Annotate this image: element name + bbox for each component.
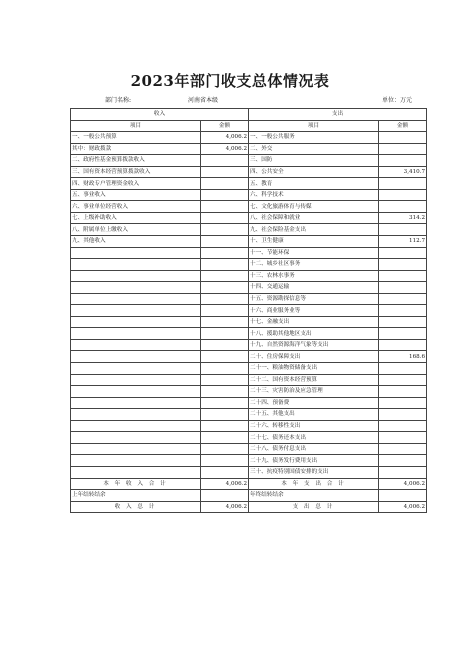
income-amount-cell [201, 374, 249, 386]
year-total-row [71, 478, 427, 490]
income-amount-cell [201, 293, 249, 305]
expense-item-cell: 三、国防 [249, 155, 379, 167]
income-amount-header: 金额 [201, 120, 249, 132]
expense-amount-cell [379, 178, 427, 190]
expense-item-cell: 二十五、其他支出 [249, 409, 379, 421]
expense-amount-cell [379, 189, 427, 201]
expense-amount-cell [379, 339, 427, 351]
expense-amount-cell [379, 201, 427, 213]
expense-amount-cell: 112.7 [379, 236, 427, 248]
income-amount-cell [201, 270, 249, 282]
expense-amount-cell [379, 363, 427, 375]
income-amount-cell: 4,006.2 [201, 143, 249, 155]
table-row [71, 386, 427, 398]
income-item-cell [71, 316, 201, 328]
income-item-cell [71, 397, 201, 409]
table-row [71, 420, 427, 432]
table-row [71, 178, 427, 190]
income-item-cell: 七、上级补助收入 [71, 212, 201, 224]
table-row [71, 212, 427, 224]
expense-amount-cell [379, 259, 427, 271]
expense-item-cell: 十三、农林水事务 [249, 270, 379, 282]
expense-amount-cell [379, 374, 427, 386]
expense-amount-cell [379, 432, 427, 444]
income-amount-cell [201, 455, 249, 467]
expense-item-cell: 二十二、国有资本经营预算 [249, 374, 379, 386]
expense-item-cell: 二、外交 [249, 143, 379, 155]
income-amount-cell [201, 432, 249, 444]
income-amount-cell [201, 443, 249, 455]
section-header-row [71, 109, 427, 121]
income-amount-cell [201, 316, 249, 328]
expense-item-cell: 九、社会保险基金支出 [249, 224, 379, 236]
table-row [71, 247, 427, 259]
expense-amount-cell [379, 316, 427, 328]
income-item-cell [71, 420, 201, 432]
expense-amount-cell [379, 155, 427, 167]
income-item-cell [71, 259, 201, 271]
expense-amount-cell [379, 282, 427, 294]
expense-amount-cell [379, 247, 427, 259]
income-amount-cell: 4,006.2 [201, 132, 249, 144]
expense-amount-cell [379, 132, 427, 144]
table-row [71, 143, 427, 155]
table-row [71, 316, 427, 328]
income-item-cell [71, 282, 201, 294]
table-row [71, 236, 427, 248]
expense-amount-cell [379, 409, 427, 421]
prev-carryover-label: 上年结转结余 [71, 490, 201, 502]
expense-amount-cell: 3,410.7 [379, 166, 427, 178]
expense-amount-cell [379, 143, 427, 155]
expense-item-cell: 十七、金融支出 [249, 316, 379, 328]
income-amount-cell [201, 282, 249, 294]
income-item-cell [71, 328, 201, 340]
income-amount-cell [201, 386, 249, 398]
column-header-row [71, 120, 427, 132]
end-carryover-amount [379, 490, 427, 502]
income-item-cell [71, 466, 201, 478]
expense-item-cell: 三十、抗疫特别国债安排的支出 [249, 466, 379, 478]
table-row [71, 201, 427, 213]
table-row [71, 189, 427, 201]
income-item-cell: 四、财政专户管理资金收入 [71, 178, 201, 190]
prev-carryover-amount [201, 490, 249, 502]
expense-item-cell: 二十三、灾害防治及应急管理 [249, 386, 379, 398]
expense-amount-cell [379, 386, 427, 398]
expense-item-cell: 六、科学技术 [249, 189, 379, 201]
income-amount-cell [201, 351, 249, 363]
income-item-cell: 一、一般公共预算 [71, 132, 201, 144]
income-amount-cell [201, 212, 249, 224]
expense-amount-cell [379, 466, 427, 478]
table-row [71, 443, 427, 455]
table-row [71, 351, 427, 363]
expense-amount-cell [379, 224, 427, 236]
table-row [71, 339, 427, 351]
expense-amount-cell [379, 397, 427, 409]
expense-item-cell: 二十九、债务发行费用支出 [249, 455, 379, 467]
table-row [71, 374, 427, 386]
expense-total-amount: 4,006.2 [379, 501, 427, 513]
income-item-cell: 九、其他收入 [71, 236, 201, 248]
income-amount-cell [201, 339, 249, 351]
expense-item-cell: 二十、住房保障支出 [249, 351, 379, 363]
expense-item-cell: 四、公共安全 [249, 166, 379, 178]
expense-amount-cell [379, 443, 427, 455]
income-item-cell [71, 305, 201, 317]
expense-item-cell: 十一、节能环保 [249, 247, 379, 259]
table-row [71, 293, 427, 305]
income-amount-cell [201, 328, 249, 340]
table-row [71, 166, 427, 178]
expense-item-cell: 十六、商业服务业等 [249, 305, 379, 317]
expense-amount-header: 金额 [379, 120, 427, 132]
expense-item-cell: 十九、自然资源海洋气象等支出 [249, 339, 379, 351]
income-amount-cell [201, 247, 249, 259]
income-item-cell: 三、国有资本经营预算拨款收入 [71, 166, 201, 178]
expense-header: 支出 [249, 109, 427, 121]
expense-item-cell: 十、卫生健康 [249, 236, 379, 248]
table-row [71, 409, 427, 421]
expense-amount-cell [379, 305, 427, 317]
table-row [71, 466, 427, 478]
expense-amount-cell [379, 293, 427, 305]
income-item-cell [71, 432, 201, 444]
income-amount-cell [201, 420, 249, 432]
income-item-header: 项目 [71, 120, 201, 132]
income-item-cell [71, 293, 201, 305]
income-amount-cell [201, 189, 249, 201]
unit-name: 河南省本级 [188, 97, 219, 104]
table-row [71, 432, 427, 444]
expense-item-cell: 二十一、粮油物资储备支出 [249, 363, 379, 375]
income-item-cell [71, 443, 201, 455]
expense-item-cell: 二十六、转移性支出 [249, 420, 379, 432]
table-row [71, 363, 427, 375]
table-row [71, 270, 427, 282]
income-item-cell: 五、事业收入 [71, 189, 201, 201]
expense-item-cell: 二十四、预备费 [249, 397, 379, 409]
income-item-cell [71, 339, 201, 351]
income-item-cell: 六、事业单位经营收入 [71, 201, 201, 213]
income-amount-cell [201, 259, 249, 271]
unit-label: 部门名称: [105, 97, 132, 104]
page-title: 2023年部门收支总体情况表 [130, 72, 330, 90]
expense-item-header: 项目 [249, 120, 379, 132]
income-amount-cell [201, 363, 249, 375]
expense-amount-cell: 168.6 [379, 351, 427, 363]
income-amount-cell [201, 155, 249, 167]
income-item-cell: 二、政府性基金预算拨款收入 [71, 155, 201, 167]
income-amount-cell [201, 166, 249, 178]
expense-item-cell: 五、教育 [249, 178, 379, 190]
income-item-cell: 其中：财政拨款 [71, 143, 201, 155]
expense-item-cell: 十二、城乡社区事务 [249, 259, 379, 271]
income-item-cell [71, 351, 201, 363]
income-item-cell [71, 247, 201, 259]
table-row [71, 259, 427, 271]
income-item-cell [71, 455, 201, 467]
income-item-cell [71, 270, 201, 282]
expense-item-cell: 十八、援助其他地区支出 [249, 328, 379, 340]
expense-item-cell: 十五、资源勘探信息等 [249, 293, 379, 305]
year-income-label: 本 年 收 入 合 计 [71, 478, 201, 490]
expense-amount-cell [379, 420, 427, 432]
income-item-cell [71, 409, 201, 421]
report-meta [70, 96, 426, 106]
income-amount-cell [201, 466, 249, 478]
currency-unit: 单位：万元 [381, 97, 412, 104]
expense-amount-cell [379, 455, 427, 467]
grand-total-row [71, 501, 427, 513]
income-amount-cell [201, 201, 249, 213]
income-amount-cell [201, 409, 249, 421]
year-expense-amount: 4,006.2 [379, 478, 427, 490]
year-expense-label: 本 年 支 出 合 计 [249, 478, 379, 490]
income-total-label: 收 入 总 计 [71, 501, 201, 513]
table-row [71, 224, 427, 236]
expense-item-cell: 二十八、债务付息支出 [249, 443, 379, 455]
income-total-amount: 4,006.2 [201, 501, 249, 513]
table-row [71, 328, 427, 340]
expense-item-cell: 八、社会保障和就业 [249, 212, 379, 224]
income-header: 收入 [71, 109, 249, 121]
income-item-cell [71, 374, 201, 386]
income-amount-cell [201, 397, 249, 409]
year-income-amount: 4,006.2 [201, 478, 249, 490]
carryover-row [71, 490, 427, 502]
table-row [71, 155, 427, 167]
income-amount-cell [201, 305, 249, 317]
income-item-cell: 八、附属单位上缴收入 [71, 224, 201, 236]
expense-item-cell: 一、一般公共服务 [249, 132, 379, 144]
expense-item-cell: 十四、交通运输 [249, 282, 379, 294]
expense-item-cell: 二十七、债务还本支出 [249, 432, 379, 444]
table-row [71, 397, 427, 409]
income-amount-cell [201, 224, 249, 236]
end-carryover-label: 年终结转结余 [249, 490, 379, 502]
expense-amount-cell [379, 270, 427, 282]
income-amount-cell [201, 178, 249, 190]
expense-amount-cell: 314.2 [379, 212, 427, 224]
income-item-cell [71, 363, 201, 375]
expense-amount-cell [379, 328, 427, 340]
income-amount-cell [201, 236, 249, 248]
table-row [71, 305, 427, 317]
table-row [71, 455, 427, 467]
table-row [71, 132, 427, 144]
expense-item-cell: 七、文化旅游体育与传媒 [249, 201, 379, 213]
expense-total-label: 支 出 总 计 [249, 501, 379, 513]
budget-table [70, 108, 427, 513]
income-item-cell [71, 386, 201, 398]
table-row [71, 282, 427, 294]
